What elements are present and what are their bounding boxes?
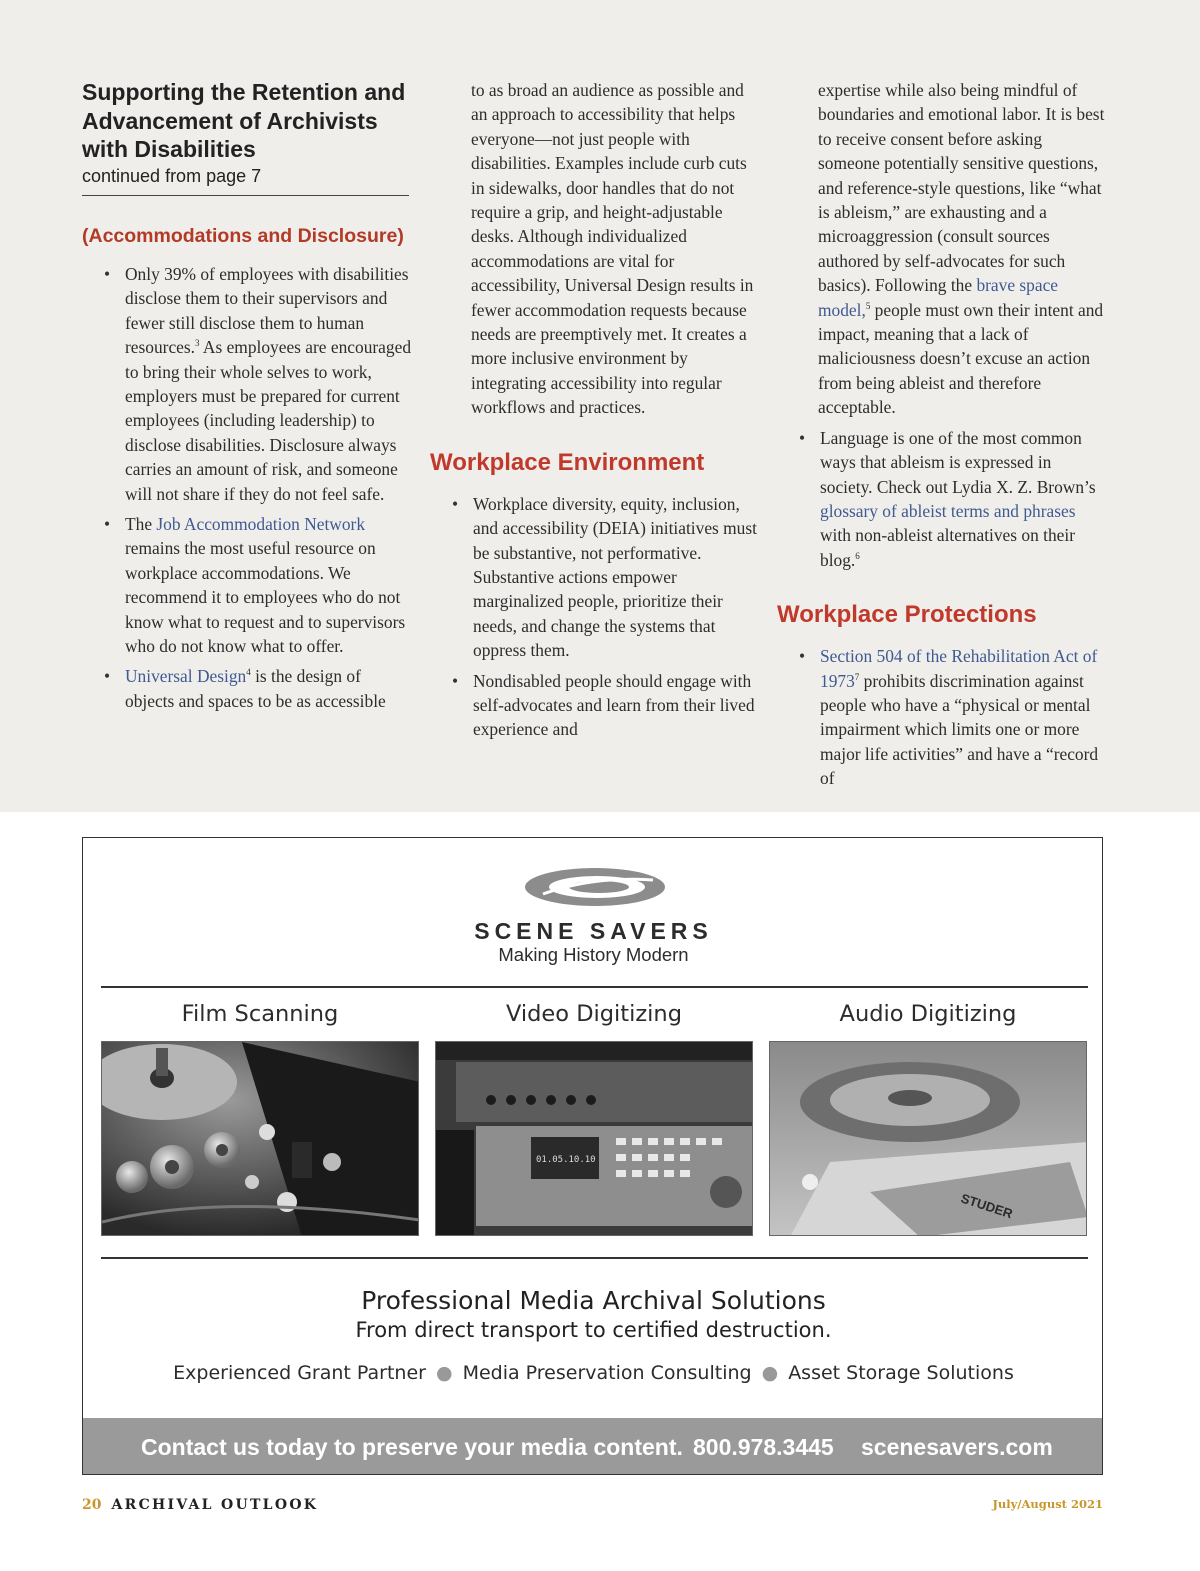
divider bbox=[101, 986, 1088, 988]
accommodations-list bbox=[82, 262, 412, 713]
environment-list bbox=[430, 492, 760, 742]
footnote-ref: 4 bbox=[246, 667, 251, 678]
page-footer-left bbox=[82, 1497, 318, 1513]
list-item: • Workplace diversity, equity, inclusion, and accessibility (DEIA) initiatives must be substantive, not performative. Substantive actions empower marginalized people, prioritize their needs, and change the systems that oppress them. bbox=[430, 492, 760, 663]
footnote-ref: 6 bbox=[855, 550, 860, 561]
subheading-accommodations: (Accommodations and Disclosure) bbox=[82, 224, 404, 247]
continued-note: continued from page 7 bbox=[82, 164, 409, 196]
website-link[interactable]: scenesavers.com bbox=[861, 1434, 1053, 1460]
publication-name: ARCHIVAL OUTLOOK bbox=[111, 1497, 319, 1513]
offering-preservation-consulting: Media Preservation Consulting bbox=[462, 1362, 752, 1384]
list-item: • Section 504 of the Rehabilitation Act of 1973$^7$ prohibits discrimination against people who have a “physical or mental impairment which limits one or more major life activities” and have a “record of bbox=[777, 644, 1107, 790]
list-item: • Language is one of the most common ways that ableism is expressed in society. Check out Lydia X. Z. Brown’s glossary of ableist terms and phrases with non-ableist alternatives on their blog.$^6$ bbox=[777, 426, 1107, 572]
list-item: • The Job Accommodation Network remains the most useful resource on workplace accommodations. We recommend it to employees who do not know what to request and to supervisors who do not know what to offer. bbox=[82, 512, 412, 658]
divider bbox=[101, 1257, 1088, 1259]
ad-offerings bbox=[83, 1362, 1103, 1384]
service-film-scanning: Film Scanning bbox=[181, 1001, 339, 1027]
article-column-1 bbox=[82, 78, 412, 719]
offering-asset-storage: Asset Storage Solutions bbox=[788, 1362, 1014, 1384]
service-video-digitizing: Video Digitizing bbox=[506, 1001, 682, 1027]
heading-workplace-protections: Workplace Protections bbox=[777, 601, 1037, 629]
footnote-ref: 3 bbox=[195, 338, 200, 349]
heading-workplace-environment: Workplace Environment bbox=[430, 448, 705, 476]
film-scanner-photo bbox=[101, 1041, 419, 1236]
article-column-2 bbox=[430, 78, 760, 748]
language-list bbox=[777, 426, 1107, 572]
brand-name: SCENE SAVERS bbox=[474, 918, 713, 944]
list-item: • Only 39% of employees with disabilities disclose them to their supervisors and fewer still disclose them to human resources.$^3$ As employees are encouraged to bring their whole selves to work, employers must be prepared for current employees (including leadership) to disclose disabilities. Disclosure always carries an amount of risk, and someone will not share if they do not feel safe. bbox=[82, 262, 412, 506]
bullet-icon: ● bbox=[761, 1362, 779, 1384]
contact-bar bbox=[83, 1418, 1103, 1475]
list-item: • Universal Design$^4$ is the design of objects and spaces to be as accessible bbox=[82, 664, 412, 713]
service-audio-digitizing: Audio Digitizing bbox=[839, 1001, 1017, 1027]
vtr-display-readout: 01.05.10.10 bbox=[536, 1155, 596, 1165]
scene-savers-logo-icon bbox=[523, 866, 668, 908]
studer-label: STUDER bbox=[959, 1190, 1015, 1222]
paragraph-continuation: to as broad an audience as possible and an approach to accessibility that helps everyone—not just people with disabilities. Examples include curb cuts in sidewalks, door handles that do not require a grip, and height-adjustable desks. Although individualized accommodations are vital for accessibility, Universal Design results in fewer accommodation requests because needs are preemptively met. It creates a more inclusive environment by integrating accessibility into regular workflows and practices. bbox=[471, 80, 754, 418]
footnote-ref: 7 bbox=[854, 671, 860, 682]
brand-tagline: Making History Modern bbox=[498, 944, 689, 965]
universal-design-link[interactable]: Universal Design bbox=[125, 666, 247, 687]
video-digitizing-photo bbox=[435, 1041, 753, 1236]
brave-space-model-link[interactable]: brave space model, bbox=[818, 275, 1059, 320]
contact-text: Contact us today to preserve your media content. bbox=[141, 1434, 683, 1460]
footnote-ref: 5 bbox=[865, 300, 871, 311]
phone-number[interactable]: 800.978.3445 bbox=[693, 1434, 834, 1460]
article-column-3 bbox=[777, 78, 1107, 797]
scene-savers-advertisement[interactable] bbox=[82, 837, 1103, 1475]
page-number: 20 bbox=[82, 1497, 102, 1513]
ableist-glossary-link[interactable]: glossary of ableist terms and phrases bbox=[820, 500, 1076, 521]
section-504-link[interactable]: Section 504 of the Rehabilitation Act of 1973 bbox=[820, 646, 1098, 691]
offering-grant-partner: Experienced Grant Partner bbox=[173, 1362, 426, 1384]
ad-subheadline: From direct transport to certified destruction. bbox=[355, 1318, 832, 1342]
protections-list bbox=[777, 644, 1107, 790]
issue-date: July/August 2021 bbox=[992, 1497, 1103, 1511]
job-accommodation-network-link[interactable]: Job Accommodation Network bbox=[156, 513, 366, 534]
article-title: Supporting the Retention and Advancement of Archivists with Disabilities bbox=[82, 79, 406, 162]
ad-headline: Professional Media Archival Solutions bbox=[361, 1286, 826, 1315]
list-item: • Nondisabled people should engage with self-advocates and learn from their lived experience and bbox=[430, 669, 760, 742]
bullet-icon: ● bbox=[435, 1362, 453, 1384]
paragraph-continuation: expertise while also being mindful of boundaries and emotional labor. It is best to receive consent before asking someone potentially sensitive questions, and reference-style questions, like “what is ableism,” are exhausting and a microaggression (consult sources authored by self-advocates for such basics). Following the brave space model,$^5$ people must own their intent and impact, meaning that a lack of maliciousness doesn’t excuse an action from being ableist and therefore acceptable. bbox=[818, 80, 1105, 418]
audio-digitizing-photo bbox=[769, 1041, 1087, 1236]
